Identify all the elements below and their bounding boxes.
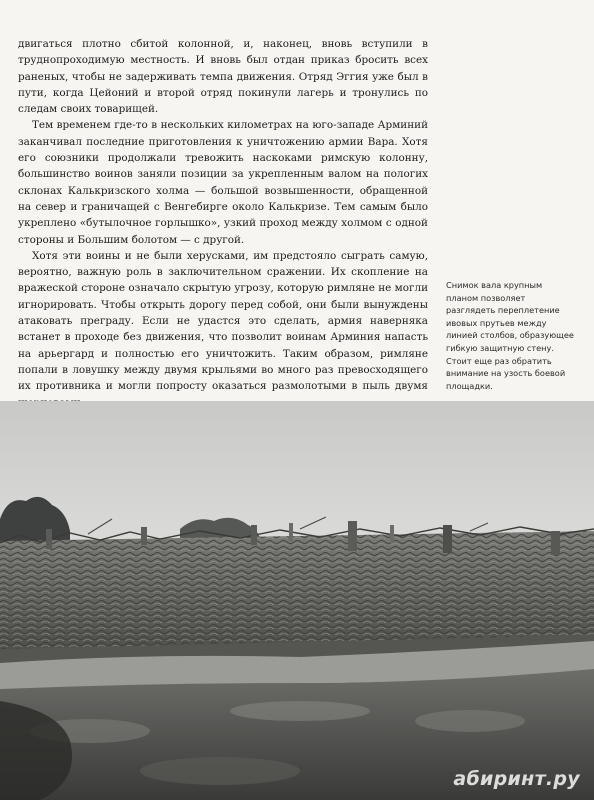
paragraph-3: Хотя эти воины и не были херусками, им предстояло сыграть самую, вероятно, важную роль в заключительном сражении. Их скопление на вражеской стороне означало скрытую угрозу, которую римляне не могли игнорировать. Чтобы открыть дорогу перед собой, они были вынуждены атаковать преграду. Если не удастся это сделать, армия наверняка встанет в проходе без движения, что позволит воинам Арминия напасть на арьергард и полностью его уничтожить. Таким образом, римляне попали в ловушку между двумя крыльями во много раз превосходящего их противника и могли попросту оказаться размолотыми в пыль двумя [18, 249, 428, 393]
wattle-fence-photo [0, 401, 594, 800]
site-watermark: абиринт.ру [453, 768, 580, 790]
paragraph-2: Тем временем где-то в нескольких километрах на юго-западе Арминий заканчивал последние приготовления к уничтожению армии Вара. Хотя его союзники продолжали тревожить наскоками римскую колонну, большинство воинов заняли позиции за укрепленным валом на пологих склонах Калькризского холма — большой возвышенности, обращенной на север и граничащей с Венгебирге около Калькризе. Тем самым было укреплено «бутылочное горлышко», узкий проход между холмом с одной стороны и Большим болотом — с другой. [18, 119, 428, 246]
photo-caption: Снимок вала крупным планом позволяет разглядеть переплетение ивовых прутьев между линией столбов, образующее гибкую защитную стену. Стоит еще раз обратить внимание на узость боевой площадки. [446, 280, 574, 391]
paragraph-1: двигаться плотно сбитой колонной, и, наконец, вновь вступили в труднопроходимую местность. И вновь был отдан приказ бросить всех раненых, чтобы не задерживать темпа движения. Отряд Эггия уже был в пути, когда Цейоний и второй отряд покинули лагерь и тронулись по следам своих товарищей. [18, 38, 428, 116]
